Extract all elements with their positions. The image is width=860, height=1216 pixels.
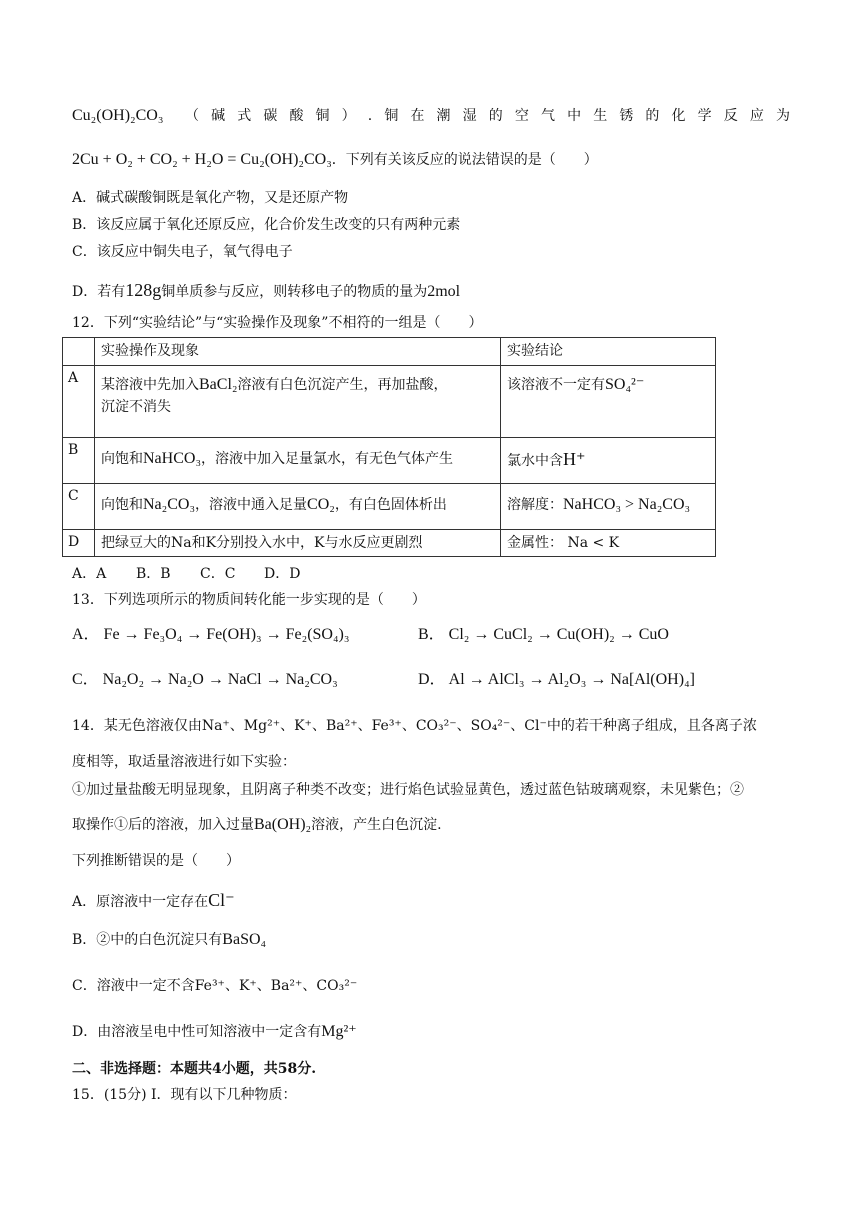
row-d-operation: 把绿豆大的Na和K分别投入水中，K与水反应更剧烈: [101, 535, 423, 551]
q14-option-b: B．②中的白色沉淀只有BaSO₄: [72, 931, 267, 948]
q13-option-b: B． Cl₂ → CuCl₂ → Cu(OH)₂ → CuO: [418, 626, 669, 643]
q13-option-c: C． Na₂O₂ → Na₂O → NaCl → Na₂CO₃: [72, 671, 338, 688]
q14-option-d: D．由溶液呈电中性可知溶液中一定含有Mg²⁺: [72, 1023, 357, 1040]
q12-choice-b: B．B: [136, 566, 171, 582]
q12-choice-d: D．D: [264, 566, 301, 582]
section-heading: 二、非选择题：本题共4小题，共58分.: [72, 1061, 317, 1077]
q12-stem: 12．下列“实验结论”与“实验操作及现象”不相符的一组是（ ）: [72, 315, 483, 331]
experiment-table: [62, 337, 716, 557]
q12-choice-a: A．A: [72, 566, 107, 582]
row-b-conclusion: 氯水中含H⁺: [507, 449, 586, 469]
row-a-conclusion: 该溶液不一定有SO₄²⁻: [507, 376, 645, 393]
q14-option-a: A．原溶液中一定存在Cl⁻: [72, 890, 235, 910]
table-row: [63, 438, 716, 484]
q11-option-d: D．若有128g铜单质参与反应，则转移电子的物质的量为2mol: [72, 280, 461, 300]
q13-option-a: A． Fe → Fe₃O₄ → Fe(OH)₃ → Fe₂(SO₄)₃: [72, 626, 350, 643]
q11-option-a: A．碱式碳酸铜既是氧化产物，又是还原产物: [72, 190, 349, 206]
row-label: B: [63, 438, 95, 484]
q11-option-b: B．该反应属于氧化还原反应，化合价发生改变的只有两种元素: [72, 217, 461, 233]
q11-equation-line: [72, 150, 598, 170]
header-conclusion: 实验结论: [507, 343, 563, 359]
q15-stem: 15．(15分) Ⅰ．现有以下几种物质：: [72, 1087, 297, 1103]
q14-line3: ①加过量盐酸无明显现象，且阴离子种类不改变；进行焰色试验显黄色，透过蓝色钴玻璃观察，未见紫色；②: [72, 782, 744, 798]
q12-choice-c: C．C: [200, 566, 236, 582]
row-label: D: [63, 530, 95, 557]
q11-formula: Cu₂(OH)₂CO₃: [72, 107, 164, 124]
table-row: [63, 484, 716, 530]
row-a-operation: 某溶液中先加入BaCl₂溶液有白色沉淀产生，再加盐酸， 沉淀不消失: [101, 376, 448, 415]
header-operation: 实验操作及现象: [101, 343, 199, 359]
q14-line4: 取操作①后的溶液，加入过量Ba(OH)₂溶液，产生白色沉淀.: [72, 816, 442, 833]
row-label: C: [63, 484, 95, 530]
q14-line1: 14．某无色溶液仅由Na⁺、Mg²⁺、K⁺、Ba²⁺、Fe³⁺、CO₃²⁻、SO₄²⁻、Cl⁻中的若干种离子组成，且各离子浓: [72, 718, 757, 734]
row-label: A: [63, 366, 95, 438]
q14-option-c: C．溶液中一定不含Fe³⁺、K⁺、Ba²⁺、CO₃²⁻: [72, 978, 358, 994]
q14-ask: 下列推断错误的是（ ）: [72, 853, 240, 869]
row-d-conclusion: 金属性： Na < K: [507, 535, 620, 551]
q12-choices: [72, 563, 392, 583]
table-header-row: [63, 338, 716, 366]
q11-equation: 2Cu + O₂ + CO₂ + H₂O = Cu₂(OH)₂CO₃: [72, 151, 332, 168]
row-b-operation: 向饱和NaHCO₃，溶液中加入足量氯水，有无色气体产生: [101, 450, 454, 467]
q13-option-d: D． Al → AlCl₃ → Al₂O₃ → Na[Al(OH)₄]: [418, 671, 695, 688]
row-c-conclusion: 溶解度：NaHCO₃ > Na₂CO₃: [507, 496, 691, 513]
table-row: [63, 366, 716, 438]
table-row: [63, 530, 716, 557]
q13-stem: 13．下列选项所示的物质间转化能一步实现的是（ ）: [72, 592, 426, 608]
row-c-operation: 向饱和Na₂CO₃，溶液中通入足量CO₂，有白色固体析出: [101, 496, 447, 513]
q11-option-c: C．该反应中铜失电子，氧气得电子: [72, 244, 293, 260]
q11-stem: ．下列有关该反应的说法错误的是（ ）: [331, 152, 598, 168]
table-corner: [63, 338, 95, 366]
q11-line1-text: （ 碱 式 碳 酸 铜 ） . 铜 在 潮 湿 的 空 气 中 生 锈 的 化 学 反 应 为: [185, 108, 790, 124]
q14-line2: 度相等，取适量溶液进行如下实验：: [72, 754, 296, 770]
